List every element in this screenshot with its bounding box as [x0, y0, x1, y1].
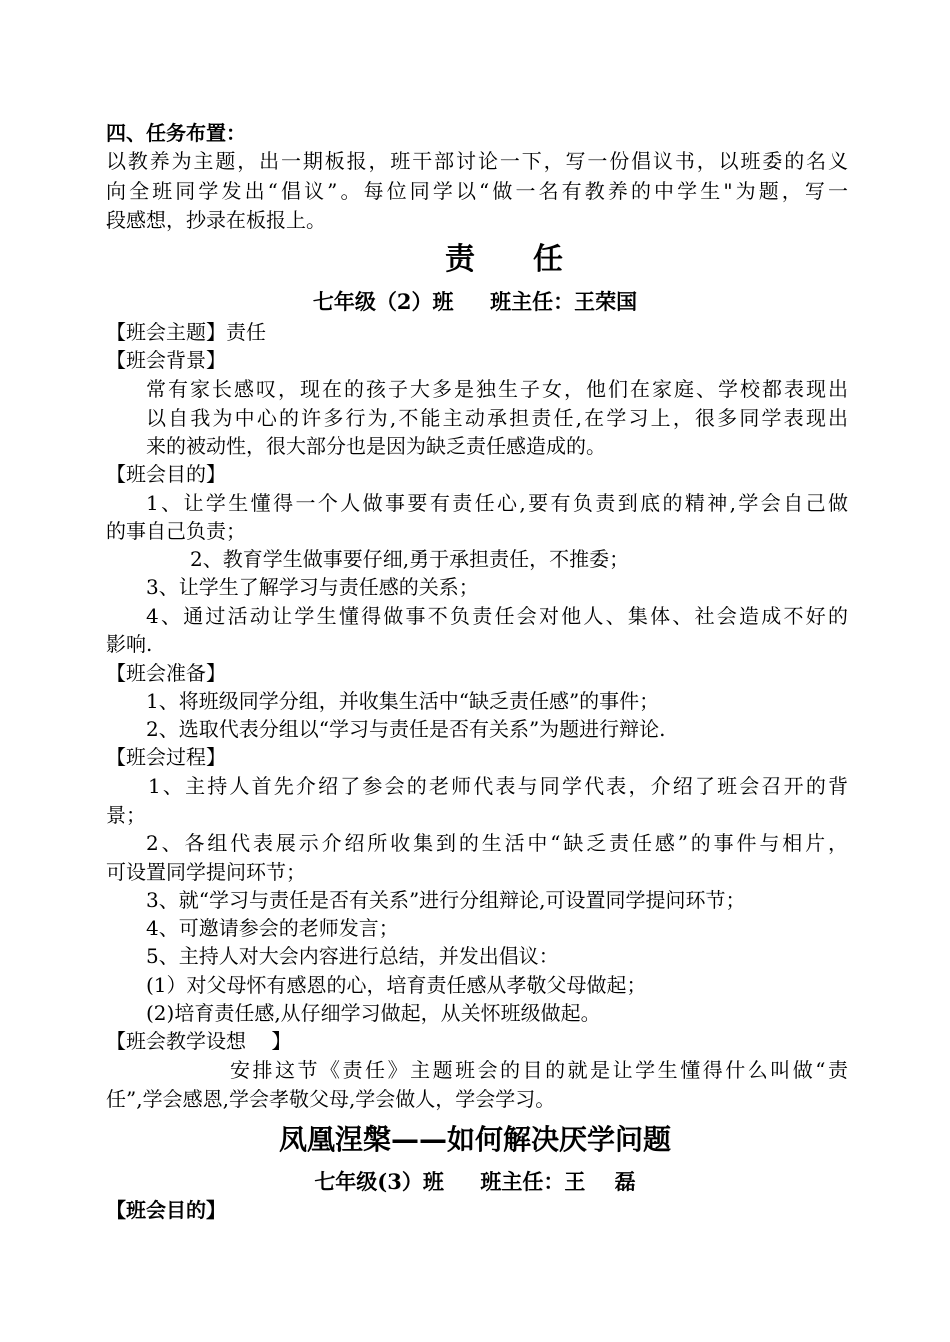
lesson1-prep-label: 【班会准备】 [106, 661, 226, 685]
lesson1-purpose-label: 【班会目的】 [106, 462, 226, 486]
lesson1-process-line-4: 可设置同学提问环节； [106, 860, 306, 884]
task-line-3: 段感想，抄录在板报上。 [106, 208, 326, 232]
lesson2-subtitle: 七年级(3）班 班主任：王 磊 [314, 1169, 636, 1194]
lesson1-process-line-5: 3、就“学习与责任是否有关系”进行分组辩论,可设置同学提问环节； [146, 888, 746, 912]
lesson1-purpose-line-4: 3、让学生了解学习与责任感的关系； [146, 575, 479, 599]
lesson1-process-line-1: 1、主持人首先介绍了参会的老师代表与同学代表，介绍了班会召开的背 [148, 774, 848, 798]
lesson1-purpose-line-2: 的事自己负责； [106, 519, 246, 543]
lesson1-process-line-6: 4、可邀请参会的老师发言； [146, 916, 399, 940]
lesson1-purpose-line-5: 4、通过活动让学生懂得做事不负责任会对他人、集体、社会造成不好的 [146, 604, 848, 628]
task-heading: 四、任务布置： [106, 121, 246, 145]
lesson1-design-label: 【班会教学设想 】 [106, 1029, 292, 1053]
lesson1-purpose-line-1: 1、让学生懂得一个人做事要有责任心,要有负责到底的精神,学会自己做 [146, 491, 848, 515]
lesson1-process-line-2: 景； [106, 803, 146, 827]
lesson1-prep-line-2: 2、选取代表分组以“学习与责任是否有关系”为题进行辩论. [146, 717, 666, 741]
lesson1-process-line-3: 2、各组代表展示介绍所收集到的生活中“缺乏责任感”的事件与相片， [146, 831, 848, 855]
lesson2-title: 凤凰涅槃——如何解决厌学问题 [278, 1123, 671, 1156]
lesson1-purpose-line-6: 影响. [106, 632, 153, 656]
lesson1-process-line-8: (1）对父母怀有感恩的心，培育责任感从孝敬父母做起； [146, 973, 647, 997]
lesson1-design-line-1: 安排这节《责任》主题班会的目的就是让学生懂得什么叫做“责 [230, 1058, 848, 1082]
lesson1-background-label: 【班会背景】 [106, 348, 226, 372]
lesson1-title: 责任 [445, 242, 621, 277]
task-line-1: 以教养为主题，出一期板报，班干部讨论一下，写一份倡议书，以班委的名义 [106, 149, 848, 173]
lesson1-background-line-3: 来的被动性，很大部分也是因为缺乏责任感造成的。 [146, 434, 606, 458]
lesson1-prep-line-1: 1、将班级同学分组，并收集生活中“缺乏责任感”的事件； [146, 689, 660, 713]
lesson1-theme: 【班会主题】责任 [106, 320, 266, 344]
lesson1-process-line-9: (2)培育责任感,从仔细学习做起，从关怀班级做起。 [146, 1001, 601, 1025]
lesson1-subtitle: 七年级（2）班 班主任：王荣国 [312, 289, 638, 314]
lesson1-background-line-1: 常有家长感叹，现在的孩子大多是独生子女，他们在家庭、学校都表现出 [146, 377, 848, 401]
lesson1-process-line-7: 5、主持人对大会内容进行总结，并发出倡议： [146, 944, 559, 968]
lesson2-purpose-label: 【班会目的】 [106, 1198, 226, 1222]
lesson1-purpose-line-3: 2、教育学生做事要仔细,勇于承担责任，不推委； [190, 547, 630, 571]
lesson1-process-label: 【班会过程】 [106, 745, 226, 769]
lesson1-design-line-2: 任”,学会感恩,学会孝敬父母,学会做人，学会学习。 [106, 1087, 556, 1111]
task-line-2: 向全班同学发出“倡议”。每位同学以“做一名有教养的中学生"为题，写一 [106, 179, 848, 203]
lesson1-background-line-2: 以自我为中心的许多行为,不能主动承担责任,在学习上，很多同学表现出 [146, 406, 848, 430]
